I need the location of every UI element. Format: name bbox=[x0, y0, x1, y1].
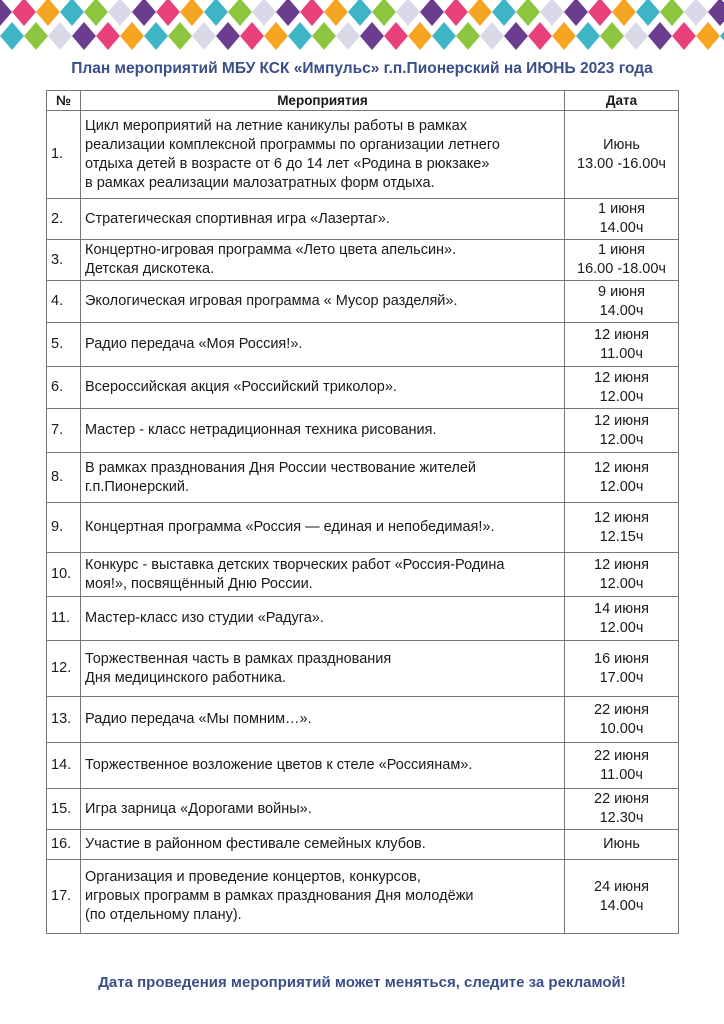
banner-diamond bbox=[84, 0, 108, 26]
cell-event: Концертно-игровая программа «Лето цвета апельсин». Детская дискотека. bbox=[81, 240, 565, 281]
banner-diamond bbox=[0, 22, 24, 50]
banner-diamond bbox=[240, 22, 264, 50]
cell-event: Торжественная часть в рамках празднования Дня медицинского работника. bbox=[81, 641, 565, 697]
table-row bbox=[47, 281, 679, 323]
cell-date: Июнь bbox=[565, 830, 679, 860]
cell-event: Радио передача «Мы помним…». bbox=[81, 697, 565, 743]
cell-num: 7. bbox=[47, 409, 81, 453]
banner-diamond bbox=[432, 22, 456, 50]
banner-diamond bbox=[180, 0, 204, 26]
banner-diamond bbox=[516, 0, 540, 26]
banner-diamond bbox=[384, 22, 408, 50]
banner-diamond bbox=[684, 0, 708, 26]
banner-diamond bbox=[324, 0, 348, 26]
cell-num: 10. bbox=[47, 553, 81, 597]
cell-num: 16. bbox=[47, 830, 81, 860]
banner-diamond bbox=[192, 22, 216, 50]
banner-diamond bbox=[468, 0, 492, 26]
header-event: Мероприятия bbox=[81, 91, 565, 111]
banner-diamond bbox=[0, 0, 12, 26]
banner-diamond bbox=[144, 22, 168, 50]
table-row bbox=[47, 697, 679, 743]
cell-date: 22 июня 12.30ч bbox=[565, 789, 679, 830]
banner-diamond bbox=[12, 0, 36, 26]
banner-diamond bbox=[132, 0, 156, 26]
banner-diamond bbox=[60, 0, 84, 26]
cell-event: Концертная программа «Россия — единая и непобедимая!». bbox=[81, 503, 565, 553]
cell-event: Организация и проведение концертов, конкурсов, игровых программ в рамках празднования Дня молодёжи (по отдельному плану). bbox=[81, 860, 565, 934]
banner-diamond bbox=[444, 0, 468, 26]
banner-diamond bbox=[252, 0, 276, 26]
banner-diamond bbox=[696, 22, 720, 50]
cell-date: 1 июня 16.00 -18.00ч bbox=[565, 240, 679, 281]
banner-diamond bbox=[156, 0, 180, 26]
cell-date: 12 июня 11.00ч bbox=[565, 323, 679, 367]
table-row bbox=[47, 409, 679, 453]
banner-diamond bbox=[288, 22, 312, 50]
banner-diamond bbox=[552, 22, 576, 50]
banner-diamond bbox=[36, 0, 60, 26]
table-row bbox=[47, 789, 679, 830]
cell-date: 24 июня 14.00ч bbox=[565, 860, 679, 934]
banner-diamond bbox=[24, 22, 48, 50]
footer-note: Дата проведения мероприятий может меняться, следите за рекламой! bbox=[98, 974, 626, 991]
cell-num: 12. bbox=[47, 641, 81, 697]
cell-date: 12 июня 12.15ч bbox=[565, 503, 679, 553]
cell-event: Стратегическая спортивная игра «Лазертаг». bbox=[81, 199, 565, 240]
cell-event: Всероссийская акция «Российский триколор». bbox=[81, 367, 565, 409]
header-num: № bbox=[47, 91, 81, 111]
table-header-row bbox=[47, 91, 679, 111]
cell-num: 1. bbox=[47, 111, 81, 199]
banner-diamond bbox=[492, 0, 516, 26]
cell-date: 1 июня 14.00ч bbox=[565, 199, 679, 240]
banner-diamond bbox=[408, 22, 432, 50]
table-row bbox=[47, 111, 679, 199]
cell-num: 5. bbox=[47, 323, 81, 367]
banner-diamond bbox=[216, 22, 240, 50]
cell-event: В рамках празднования Дня России чествование жителей г.п.Пионерский. bbox=[81, 453, 565, 503]
banner-diamond bbox=[108, 0, 132, 26]
banner-diamond bbox=[96, 22, 120, 50]
cell-date: 14 июня 12.00ч bbox=[565, 597, 679, 641]
banner-diamond bbox=[672, 22, 696, 50]
banner-diamond bbox=[336, 22, 360, 50]
table-row bbox=[47, 641, 679, 697]
table-row bbox=[47, 323, 679, 367]
banner-diamond bbox=[600, 22, 624, 50]
page-title: План мероприятий МБУ КСК «Импульс» г.п.Пионерский на ИЮНЬ 2023 года bbox=[71, 60, 653, 77]
banner-diamond bbox=[264, 22, 288, 50]
cell-num: 14. bbox=[47, 743, 81, 789]
cell-event: Конкурс - выставка детских творческих работ «Россия-Родина моя!», посвящённый Дню России. bbox=[81, 553, 565, 597]
banner-diamond bbox=[168, 22, 192, 50]
banner-diamond bbox=[120, 22, 144, 50]
cell-num: 3. bbox=[47, 240, 81, 281]
banner-diamond bbox=[576, 22, 600, 50]
cell-num: 11. bbox=[47, 597, 81, 641]
banner-diamond bbox=[540, 0, 564, 26]
banner-diamond bbox=[348, 0, 372, 26]
header-date: Дата bbox=[565, 91, 679, 111]
table-row bbox=[47, 860, 679, 934]
cell-date: 9 июня 14.00ч bbox=[565, 281, 679, 323]
cell-event: Цикл мероприятий на летние каникулы работы в рамках реализации комплексной программы по организации летнего отдыха детей в возрасте от 6 до 14 лет «Родина в рюкзаке» в рамках реализации малозатратных форм отдыха. bbox=[81, 111, 565, 199]
table-row bbox=[47, 553, 679, 597]
banner-diamond bbox=[648, 22, 672, 50]
cell-date: Июнь 13.00 -16.00ч bbox=[565, 111, 679, 199]
cell-num: 2. bbox=[47, 199, 81, 240]
cell-num: 6. bbox=[47, 367, 81, 409]
banner-diamond bbox=[48, 22, 72, 50]
cell-num: 4. bbox=[47, 281, 81, 323]
banner-diamond bbox=[456, 22, 480, 50]
banner-diamond bbox=[636, 0, 660, 26]
banner-diamond bbox=[660, 0, 684, 26]
cell-num: 13. bbox=[47, 697, 81, 743]
cell-date: 22 июня 11.00ч bbox=[565, 743, 679, 789]
banner-diamond bbox=[312, 22, 336, 50]
banner-diamond bbox=[588, 0, 612, 26]
banner-diamond bbox=[624, 22, 648, 50]
decorative-banner bbox=[0, 0, 724, 50]
cell-num: 8. bbox=[47, 453, 81, 503]
table-row bbox=[47, 367, 679, 409]
cell-date: 22 июня 10.00ч bbox=[565, 697, 679, 743]
banner-diamond bbox=[72, 22, 96, 50]
banner-diamond bbox=[204, 0, 228, 26]
cell-event: Участие в районном фестивале семейных клубов. bbox=[81, 830, 565, 860]
cell-event: Мастер - класс нетрадиционная техника рисования. bbox=[81, 409, 565, 453]
table-row bbox=[47, 503, 679, 553]
banner-diamond bbox=[480, 22, 504, 50]
cell-date: 16 июня 17.00ч bbox=[565, 641, 679, 697]
cell-date: 12 июня 12.00ч bbox=[565, 409, 679, 453]
cell-date: 12 июня 12.00ч bbox=[565, 453, 679, 503]
banner-diamond bbox=[360, 22, 384, 50]
table-row bbox=[47, 597, 679, 641]
cell-event: Мастер-класс изо студии «Радуга». bbox=[81, 597, 565, 641]
cell-date: 12 июня 12.00ч bbox=[565, 367, 679, 409]
banner-diamond bbox=[396, 0, 420, 26]
banner-diamond bbox=[612, 0, 636, 26]
table-row bbox=[47, 240, 679, 281]
events-table bbox=[46, 90, 679, 934]
cell-num: 9. bbox=[47, 503, 81, 553]
table-row bbox=[47, 830, 679, 860]
banner-diamond bbox=[228, 0, 252, 26]
cell-event: Торжественное возложение цветов к стеле «Россиянам». bbox=[81, 743, 565, 789]
banner-diamond bbox=[420, 0, 444, 26]
banner-diamond bbox=[300, 0, 324, 26]
cell-num: 17. bbox=[47, 860, 81, 934]
banner-diamond bbox=[276, 0, 300, 26]
banner-diamond bbox=[372, 0, 396, 26]
cell-date: 12 июня 12.00ч bbox=[565, 553, 679, 597]
cell-num: 15. bbox=[47, 789, 81, 830]
table-row bbox=[47, 453, 679, 503]
cell-event: Радио передача «Моя Россия!». bbox=[81, 323, 565, 367]
banner-diamond bbox=[504, 22, 528, 50]
cell-event: Игра зарница «Дорогами войны». bbox=[81, 789, 565, 830]
banner-diamond bbox=[528, 22, 552, 50]
table-row bbox=[47, 199, 679, 240]
banner-diamond bbox=[720, 22, 724, 50]
banner-diamond bbox=[708, 0, 724, 26]
banner-diamond bbox=[564, 0, 588, 26]
table-row bbox=[47, 743, 679, 789]
diamond-pattern-icon bbox=[0, 0, 724, 50]
cell-event: Экологическая игровая программа « Мусор разделяй». bbox=[81, 281, 565, 323]
